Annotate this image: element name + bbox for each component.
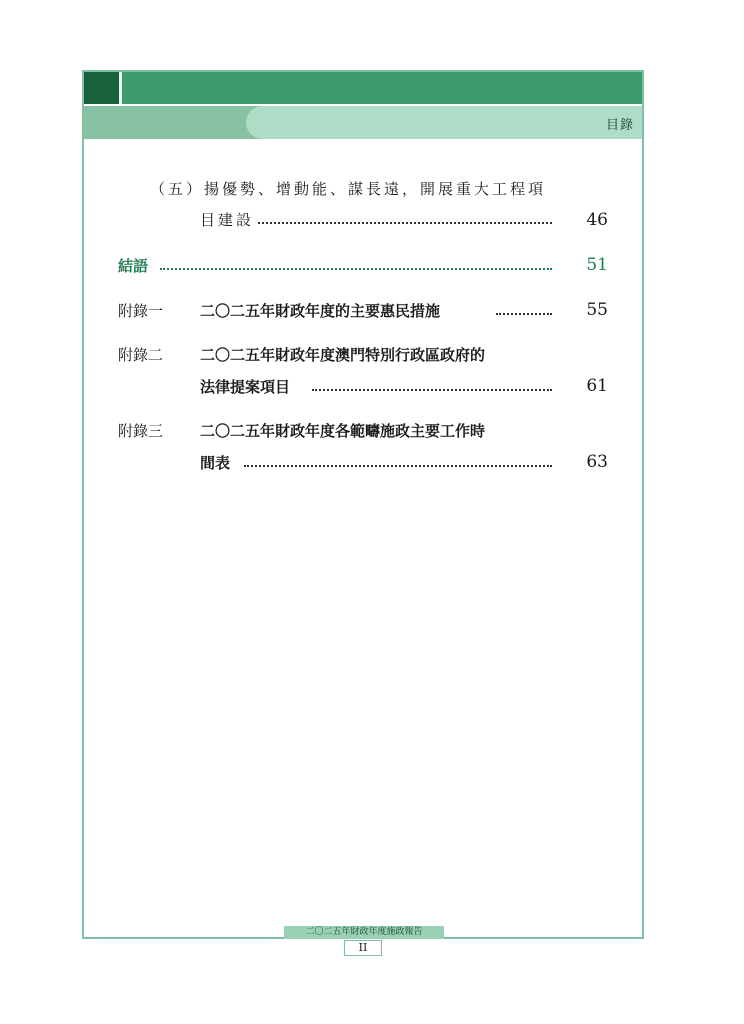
toc-appendix3-leader <box>244 453 552 467</box>
toc-conclusion-page[interactable]: 51 <box>586 255 608 275</box>
toc-appendix2-page[interactable]: 61 <box>586 376 608 396</box>
toc-appendix2-title-line1[interactable]: 二〇二五年財政年度澳門特別行政區政府的 <box>200 346 486 364</box>
toc-appendix1-title[interactable]: 二〇二五年財政年度的主要惠民措施 <box>200 302 441 320</box>
toc-appendix1-page[interactable]: 55 <box>586 300 608 320</box>
footer-report-title: 二〇二五年財政年度施政報告 <box>284 926 444 939</box>
toc-item5-line1[interactable]: （五）揚優勢、增動能、謀長遠，開展重大工程項 <box>150 180 547 198</box>
toc-item5-leader <box>258 210 552 224</box>
toc-appendix1-leader <box>496 301 552 315</box>
toc-appendix2-label[interactable]: 附錄二 <box>118 346 164 364</box>
toc-item5-page[interactable]: 46 <box>586 210 608 230</box>
toc-appendix1-label[interactable]: 附錄一 <box>118 302 164 320</box>
toc-appendix3-title-line2[interactable]: 間表 <box>200 454 231 472</box>
toc-appendix3-page[interactable]: 63 <box>586 452 608 472</box>
toc-appendix2-title-line2[interactable]: 法律提案項目 <box>200 378 291 396</box>
section-title: 目錄 <box>605 118 634 133</box>
toc-appendix2-leader <box>312 377 552 391</box>
toc-conclusion-label[interactable]: 結語 <box>118 257 149 275</box>
toc-appendix3-title-line1[interactable]: 二〇二五年財政年度各範疇施政主要工作時 <box>200 422 486 440</box>
toc-conclusion-leader <box>160 256 552 270</box>
page-frame <box>82 70 644 939</box>
toc-item5-line2[interactable]: 目建設 <box>200 211 255 229</box>
footer-page-number: II <box>344 940 382 956</box>
toc-appendix3-label[interactable]: 附錄三 <box>118 422 164 440</box>
